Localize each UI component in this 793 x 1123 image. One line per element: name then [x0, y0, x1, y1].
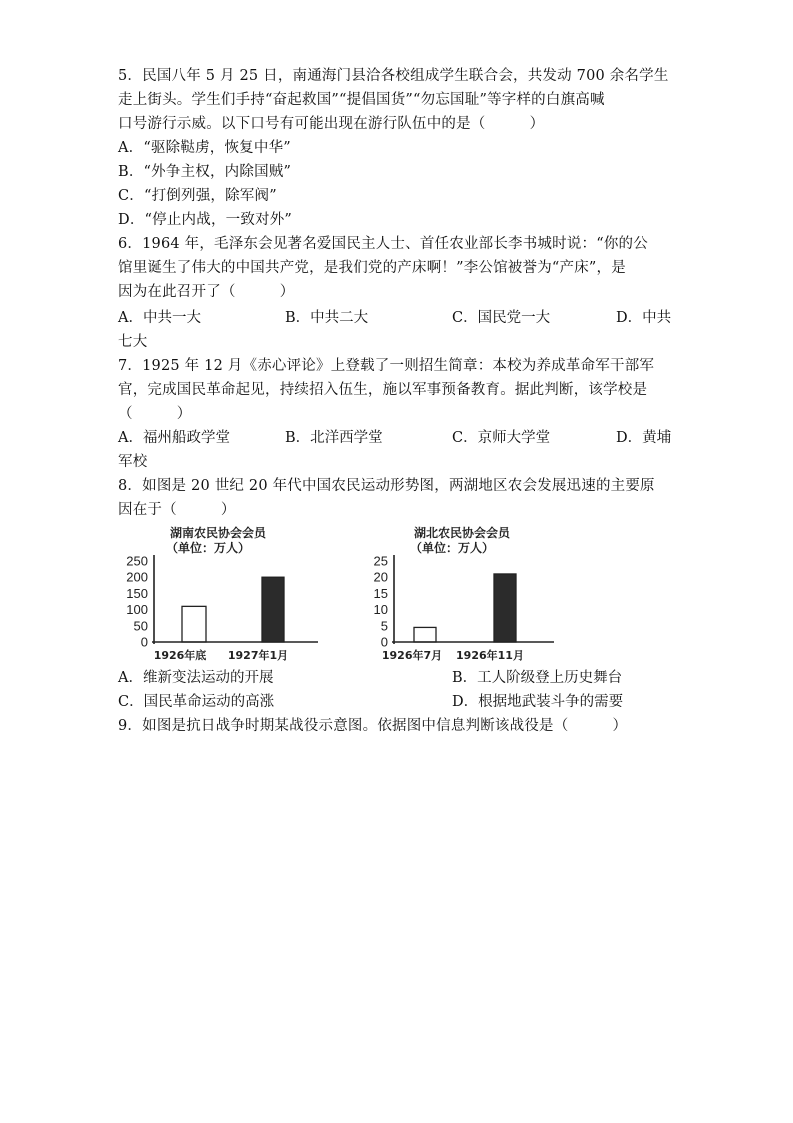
q6-line-1: 6．1964 年，毛泽东会见著名爱国民主人士、首任农业部长李书城时说：“你的公	[118, 236, 648, 252]
y-tick-label: 20	[373, 569, 388, 585]
bar-0	[414, 627, 436, 642]
chart-title: 湖南农民协会会员	[169, 526, 267, 540]
q6-option-a: A．中共一大	[118, 310, 201, 326]
chart-title: 湖北农民协会会员	[413, 526, 511, 540]
q9-line-1: 9．如图是抗日战争时期某战役示意图。依据图中信息判断该战役是（ ）	[118, 718, 628, 734]
q8-line-1: 8．如图是 20 世纪 20 年代中国农民运动形势图，两湖地区农会发展迅速的主要原	[118, 478, 655, 494]
q7-line-3: （ ）	[118, 406, 192, 422]
chart-subtitle: （单位：万人）	[409, 541, 495, 555]
q8-option-c: C．国民革命运动的高涨	[118, 694, 275, 710]
q7-line-1: 7．1925 年 12 月《赤心评论》上登载了一则招生简章：本校为养成革命军干部军	[118, 358, 655, 374]
q5-line-2: 走上街头。学生们手持“奋起救国”“提倡国货”“勿忘国耻”等字样的白旗高喊	[118, 92, 605, 108]
y-tick-label: 25	[373, 553, 388, 569]
q7-option-d-wrap: 军校	[118, 454, 148, 470]
y-tick-label: 0	[380, 634, 388, 650]
q5-option-d: D．“停止内战，一致对外”	[118, 212, 293, 228]
q7-option-c: C．京师大学堂	[452, 430, 551, 446]
q5-option-c: C．“打倒列强，除军阀”	[118, 188, 277, 204]
q6-option-d: D．中共	[616, 310, 672, 326]
q6-line-3: 因为在此召开了（ ）	[118, 284, 295, 300]
bar-1	[262, 577, 284, 642]
y-tick-label: 10	[373, 602, 388, 618]
q8-line-2: 因在于（ ）	[118, 502, 236, 518]
q6-option-c: C．国民党一大	[452, 310, 551, 326]
hubei-chart-svg	[362, 524, 562, 664]
bar-1	[494, 574, 516, 642]
q8-option-a: A．维新变法运动的开展	[118, 670, 274, 686]
y-tick-label: 5	[380, 618, 388, 634]
q5-option-b: B．“外争主权，内除国贼”	[118, 164, 292, 180]
x-category-label: 1926年11月	[456, 649, 524, 662]
y-tick-label: 150	[126, 585, 148, 601]
q7-option-a: A．福州船政学堂	[118, 430, 230, 446]
q5-line-1: 5．民国八年 5 月 25 日，南通海门县洽各校组成学生联合会，共发动 700 余名学生	[118, 68, 669, 84]
y-tick-label: 100	[126, 602, 148, 618]
x-category-label: 1926年7月	[381, 649, 443, 662]
x-category-label: 1926年底	[153, 649, 207, 662]
y-tick-label: 50	[133, 618, 148, 634]
bar-0	[182, 606, 206, 642]
hunan-chart	[118, 524, 328, 668]
hubei-chart	[362, 524, 562, 668]
q7-line-2: 官，完成国民革命起见，持续招入伍生，施以军事预备教育。据此判断，该学校是	[118, 382, 648, 398]
q7-option-b: B．北洋西学堂	[285, 430, 383, 446]
q7-option-d: D．黄埔	[616, 430, 672, 446]
q8-option-d: D．根据地武装斗争的需要	[452, 694, 624, 710]
q5-option-a: A．“驱除鞑虏，恢复中华”	[118, 140, 291, 156]
x-category-label: 1927年1月	[227, 649, 289, 662]
q5-line-3: 口号游行示威。以下口号有可能出现在游行队伍中的是（ ）	[118, 116, 545, 132]
q6-line-2: 馆里诞生了伟大的中国共产党，是我们党的产床啊！”李公馆被誉为“产床”，是	[118, 260, 626, 276]
hunan-chart-svg	[118, 524, 328, 664]
q6-option-d-wrap: 七大	[118, 334, 148, 350]
y-tick-label: 15	[373, 585, 388, 601]
chart-subtitle: （单位：万人）	[165, 541, 251, 555]
q6-option-b: B．中共二大	[285, 310, 369, 326]
q8-option-b: B．工人阶级登上历史舞台	[452, 670, 623, 686]
y-tick-label: 250	[126, 553, 148, 569]
y-tick-label: 0	[140, 634, 148, 650]
y-tick-label: 200	[126, 569, 148, 585]
